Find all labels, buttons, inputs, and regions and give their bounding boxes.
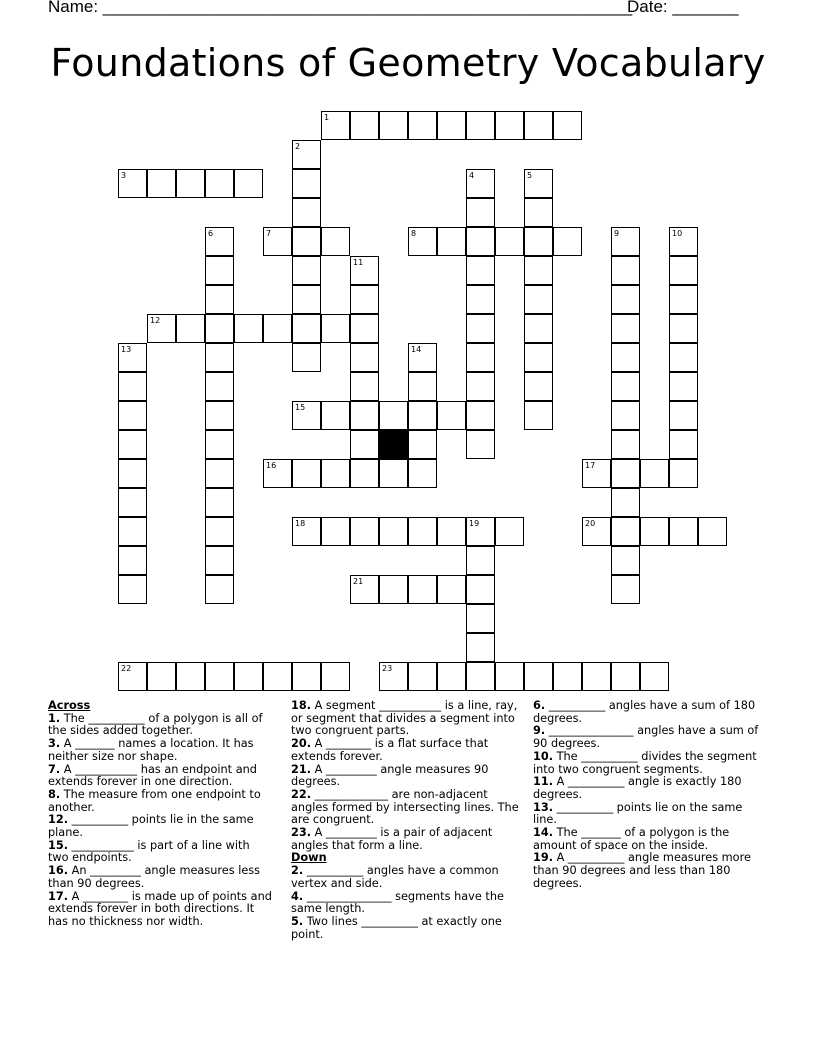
clue-number: 19 <box>469 519 480 528</box>
grid-cell[interactable] <box>466 662 495 691</box>
clue-column-1 <box>48 700 272 929</box>
grid-cell[interactable] <box>466 430 495 459</box>
clue-item-number: 23. <box>291 826 312 840</box>
clue-item-text: Two lines __________ at exactly one point. <box>291 914 502 941</box>
grid-cell[interactable] <box>698 517 727 546</box>
grid-cell[interactable] <box>495 517 524 546</box>
grid-cell[interactable] <box>321 227 350 256</box>
grid-cell[interactable] <box>321 662 350 691</box>
clue-item-text: __________ angles have a sum of 180 degrees. <box>533 699 756 725</box>
grid-cell[interactable] <box>466 343 495 372</box>
grid-cell[interactable] <box>147 314 176 343</box>
clue-item-text: A segment ___________ is a line, ray, or segment that divides a segment into two congruent parts. <box>291 699 518 738</box>
clue-item <box>291 789 521 827</box>
grid-cell[interactable] <box>292 314 321 343</box>
clue-item <box>48 738 272 763</box>
grid-cell[interactable] <box>524 285 553 314</box>
clue-number: 12 <box>150 316 161 325</box>
clue-item <box>48 865 272 890</box>
clue-number: 15 <box>295 403 306 412</box>
grid-cell[interactable] <box>176 662 205 691</box>
grid-cell[interactable] <box>669 459 698 488</box>
grid-cell[interactable] <box>408 401 437 430</box>
clue-item-number: 12. <box>48 813 69 827</box>
grid-cell[interactable] <box>466 285 495 314</box>
grid-cell[interactable] <box>292 662 321 691</box>
grid-cell[interactable] <box>524 662 553 691</box>
clue-item-text: A _________ is a pair of adjacent angles that form a line. <box>291 826 493 852</box>
grid-cell[interactable] <box>524 198 553 227</box>
grid-cell[interactable] <box>292 285 321 314</box>
clue-item <box>291 916 521 941</box>
clue-column-2 <box>291 700 521 941</box>
grid-cell[interactable] <box>524 111 553 140</box>
clue-section-heading: Down <box>291 851 327 865</box>
clue-item-number: 22. <box>291 787 312 801</box>
clue-item-number: 4. <box>291 889 304 903</box>
grid-cell[interactable] <box>321 111 350 140</box>
grid-cell[interactable] <box>205 430 234 459</box>
grid-cell[interactable] <box>669 285 698 314</box>
grid-cell[interactable] <box>379 517 408 546</box>
grid-cell[interactable] <box>205 169 234 198</box>
grid-cell[interactable] <box>176 169 205 198</box>
clue-item-text: A _________ angle measures 90 degrees. <box>291 762 489 789</box>
grid-cell[interactable] <box>118 488 147 517</box>
grid-cell[interactable] <box>147 169 176 198</box>
grid-cell[interactable] <box>466 227 495 256</box>
grid-cell[interactable] <box>437 111 466 140</box>
grid-cell[interactable] <box>524 314 553 343</box>
grid-cell[interactable] <box>669 430 698 459</box>
clue-number: 2 <box>295 142 301 151</box>
grid-cell[interactable] <box>669 517 698 546</box>
grid-cell[interactable] <box>292 517 321 546</box>
clue-number: 1 <box>324 113 330 122</box>
clue-item-number: 15. <box>48 838 69 852</box>
grid-cell[interactable] <box>466 401 495 430</box>
clue-number: 20 <box>585 519 596 528</box>
grid-cell[interactable] <box>553 662 582 691</box>
clue-number: 14 <box>411 345 422 354</box>
clue-item-text: A ___________ has an endpoint and extends forever in one direction. <box>48 762 257 789</box>
grid-cell[interactable] <box>669 256 698 285</box>
clue-item <box>291 865 521 890</box>
grid-cell[interactable] <box>350 517 379 546</box>
grid-cell[interactable] <box>118 343 147 372</box>
clue-item-text: The _______ of a polygon is the amount of space on the inside. <box>533 826 730 852</box>
clue-item <box>533 751 761 776</box>
grid-cell[interactable] <box>292 256 321 285</box>
clue-item <box>48 789 272 814</box>
grid-cell[interactable] <box>437 662 466 691</box>
clue-item-number: 19. <box>533 851 554 865</box>
clue-item-text: _____________ are non-adjacent angles formed by intersecting lines. The are congruent. <box>291 787 519 827</box>
grid-cell[interactable] <box>669 401 698 430</box>
clue-item-number: 8. <box>48 787 61 801</box>
grid-cell[interactable] <box>205 401 234 430</box>
clue-item <box>291 700 521 738</box>
grid-cell[interactable] <box>640 662 669 691</box>
clue-number: 22 <box>121 664 132 673</box>
page-title: Foundations of Geometry Vocabulary <box>50 41 766 85</box>
grid-cell[interactable] <box>379 459 408 488</box>
grid-cell[interactable] <box>495 111 524 140</box>
grid-cell[interactable] <box>437 227 466 256</box>
grid-cell[interactable] <box>524 343 553 372</box>
grid-cell[interactable] <box>350 430 379 459</box>
grid-cell[interactable] <box>292 140 321 169</box>
grid-cell[interactable] <box>611 401 640 430</box>
grid-cell[interactable] <box>466 111 495 140</box>
grid-cell[interactable] <box>205 546 234 575</box>
grid-cell[interactable] <box>408 372 437 401</box>
clue-item-text: An _________ angle measures less than 90 degrees. <box>48 864 261 890</box>
grid-cell[interactable] <box>379 575 408 604</box>
grid-cell[interactable] <box>669 314 698 343</box>
clue-number: 4 <box>469 171 475 180</box>
grid-cell[interactable] <box>118 372 147 401</box>
clue-number: 16 <box>266 461 277 470</box>
clue-column-3 <box>533 700 761 891</box>
grid-cell[interactable] <box>408 227 437 256</box>
clue-item-number: 21. <box>291 762 312 776</box>
grid-cell[interactable] <box>379 111 408 140</box>
clue-number: 11 <box>353 258 364 267</box>
clue-item <box>533 700 761 725</box>
grid-cell[interactable] <box>205 227 234 256</box>
clue-item-text: A __________ angle measures more than 90 degrees and less than 180 degrees. <box>533 851 751 890</box>
grid-cell[interactable] <box>408 343 437 372</box>
clue-item <box>291 738 521 763</box>
grid-cell[interactable] <box>611 372 640 401</box>
grid-cell[interactable] <box>350 111 379 140</box>
grid-cell[interactable] <box>408 575 437 604</box>
grid-cell[interactable] <box>408 662 437 691</box>
clue-item <box>291 827 521 852</box>
grid-cell[interactable] <box>466 575 495 604</box>
grid-cell[interactable] <box>582 459 611 488</box>
clue-item <box>48 891 272 929</box>
grid-cell[interactable] <box>669 372 698 401</box>
clue-item <box>48 840 272 865</box>
clue-item <box>48 764 272 789</box>
clue-item-text: A ________ is a flat surface that extends forever. <box>291 737 489 763</box>
clue-item-number: 2. <box>291 864 304 878</box>
grid-cell[interactable] <box>292 401 321 430</box>
grid-cell[interactable] <box>408 459 437 488</box>
grid-cell[interactable] <box>466 633 495 662</box>
clue-number: 9 <box>614 229 620 238</box>
grid-cell[interactable] <box>321 314 350 343</box>
grid-cell[interactable] <box>640 459 669 488</box>
grid-cell[interactable] <box>263 662 292 691</box>
grid-cell[interactable] <box>292 227 321 256</box>
grid-cell[interactable] <box>582 662 611 691</box>
clue-item-text: A _______ names a location. It has neither size nor shape. <box>48 737 254 763</box>
date-field: Date: _______ <box>627 0 739 16</box>
grid-cell[interactable] <box>640 517 669 546</box>
grid-cell[interactable] <box>350 343 379 372</box>
grid-cell[interactable] <box>263 459 292 488</box>
grid-cell[interactable] <box>263 314 292 343</box>
grid-cell[interactable] <box>292 198 321 227</box>
grid-cell[interactable] <box>118 517 147 546</box>
clue-item-number: 13. <box>533 800 554 814</box>
grid-cell[interactable] <box>350 401 379 430</box>
grid-cell[interactable] <box>205 256 234 285</box>
grid-cell[interactable] <box>466 604 495 633</box>
clue-item-number: 5. <box>291 914 304 928</box>
grid-cell[interactable] <box>205 662 234 691</box>
grid-cell[interactable] <box>611 575 640 604</box>
grid-cell[interactable] <box>118 575 147 604</box>
grid-cell[interactable] <box>350 459 379 488</box>
clue-item-number: 14. <box>533 826 554 840</box>
grid-cell[interactable] <box>321 401 350 430</box>
grid-cell[interactable] <box>524 169 553 198</box>
grid-cell[interactable] <box>234 169 263 198</box>
grid-cell[interactable] <box>118 546 147 575</box>
clue-item-text: A __________ angle is exactly 180 degrees. <box>533 775 742 801</box>
grid-cell[interactable] <box>437 517 466 546</box>
clue-item-number: 10. <box>533 749 554 763</box>
clue-number: 23 <box>382 664 393 673</box>
grid-cell[interactable] <box>379 662 408 691</box>
grid-cell[interactable] <box>408 517 437 546</box>
grid-cell[interactable] <box>118 662 147 691</box>
clue-number: 17 <box>585 461 596 470</box>
clue-item <box>533 802 761 827</box>
grid-cell[interactable] <box>205 488 234 517</box>
clue-item <box>48 713 272 738</box>
grid-cell[interactable] <box>669 227 698 256</box>
clue-number: 18 <box>295 519 306 528</box>
grid-cell[interactable] <box>466 546 495 575</box>
grid-cell[interactable] <box>466 169 495 198</box>
clue-number: 5 <box>527 171 533 180</box>
clue-item-number: 17. <box>48 889 69 903</box>
grid-cell[interactable] <box>437 401 466 430</box>
grid-cell[interactable] <box>408 430 437 459</box>
grid-cell[interactable] <box>553 111 582 140</box>
grid-cell[interactable] <box>350 575 379 604</box>
clue-item <box>533 776 761 801</box>
grid-cell[interactable] <box>611 343 640 372</box>
grid-cell[interactable] <box>524 372 553 401</box>
grid-cell[interactable] <box>205 372 234 401</box>
grid-cell[interactable] <box>118 401 147 430</box>
clue-item-text: _______________ angles have a sum of 90 degrees. <box>533 724 759 751</box>
grid-cell[interactable] <box>466 256 495 285</box>
clue-item <box>291 764 521 789</box>
clue-item-text: The __________ divides the segment into two congruent segments. <box>533 749 757 776</box>
grid-cell[interactable] <box>205 343 234 372</box>
clue-item-text: The __________ of a polygon is all of the sides added together. <box>48 711 263 738</box>
grid-cell[interactable] <box>292 343 321 372</box>
grid-cell[interactable] <box>205 314 234 343</box>
clue-item-text: A ________ is made up of points and extends forever in both directions. It has no thickness nor width. <box>48 889 272 928</box>
grid-cell[interactable] <box>205 285 234 314</box>
clue-item-number: 6. <box>533 699 546 712</box>
grid-cell[interactable] <box>524 401 553 430</box>
clue-number: 10 <box>672 229 683 238</box>
grid-cell[interactable] <box>611 662 640 691</box>
grid-cell[interactable] <box>466 314 495 343</box>
grid-cell[interactable] <box>611 517 640 546</box>
grid-cell[interactable] <box>263 227 292 256</box>
grid-cell[interactable] <box>292 169 321 198</box>
clue-item-text: The measure from one endpoint to another. <box>48 787 261 814</box>
grid-cell[interactable] <box>234 314 263 343</box>
clue-number: 21 <box>353 577 364 586</box>
grid-cell[interactable] <box>611 459 640 488</box>
clue-item-number: 16. <box>48 864 69 878</box>
grid-cell[interactable] <box>495 227 524 256</box>
grid-cell[interactable] <box>350 256 379 285</box>
clue-item-number: 11. <box>533 775 554 789</box>
grid-cell[interactable] <box>611 314 640 343</box>
clue-item <box>533 725 761 750</box>
grid-cell[interactable] <box>437 575 466 604</box>
grid-cell[interactable] <box>524 256 553 285</box>
clue-item-text: __________ points lie on the same line. <box>533 800 743 827</box>
grid-cell[interactable] <box>205 459 234 488</box>
clue-item-number: 9. <box>533 724 546 738</box>
clue-section-heading: Across <box>48 699 91 712</box>
grid-cell[interactable] <box>553 227 582 256</box>
clue-number: 3 <box>121 171 127 180</box>
grid-cell[interactable] <box>611 256 640 285</box>
grid-cell[interactable] <box>292 459 321 488</box>
grid-cell[interactable] <box>408 111 437 140</box>
clue-item <box>533 827 761 852</box>
clue-item-number: 1. <box>48 711 61 725</box>
grid-cell[interactable] <box>118 430 147 459</box>
grid-cell[interactable] <box>466 372 495 401</box>
grid-cell[interactable] <box>611 430 640 459</box>
clue-item-number: 7. <box>48 762 61 776</box>
clue-number: 7 <box>266 229 272 238</box>
grid-cell[interactable] <box>350 285 379 314</box>
grid-cell[interactable] <box>379 401 408 430</box>
clue-item-text: _______________ segments have the same length. <box>291 889 504 916</box>
grid-cell[interactable] <box>495 662 524 691</box>
grid-cell[interactable] <box>524 227 553 256</box>
clue-number: 6 <box>208 229 214 238</box>
grid-cell[interactable] <box>205 575 234 604</box>
grid-cell[interactable] <box>466 198 495 227</box>
clue-item-text: ___________ is part of a line with two endpoints. <box>48 838 250 865</box>
clue-item <box>291 891 521 916</box>
clue-item-text: __________ points lie in the same plane. <box>48 813 254 840</box>
grid-cell[interactable] <box>669 343 698 372</box>
grid-cell[interactable] <box>350 372 379 401</box>
grid-cell[interactable] <box>118 459 147 488</box>
grid-cell[interactable] <box>350 314 379 343</box>
grid-cell[interactable] <box>176 314 205 343</box>
name-field: Name: ________________________________________________________ <box>48 0 633 16</box>
clue-number: 13 <box>121 345 132 354</box>
clue-item-number: 18. <box>291 699 312 712</box>
grid-cell[interactable] <box>611 285 640 314</box>
grid-cell[interactable] <box>118 169 147 198</box>
clue-number: 8 <box>411 229 417 238</box>
grid-cell[interactable] <box>234 662 263 691</box>
grid-cell[interactable] <box>611 227 640 256</box>
grid-cell[interactable] <box>611 546 640 575</box>
clue-item <box>533 852 761 890</box>
black-cell <box>379 430 408 459</box>
grid-cell[interactable] <box>321 459 350 488</box>
clue-item <box>48 814 272 839</box>
grid-cell[interactable] <box>582 517 611 546</box>
clue-item-text: __________ angles have a common vertex and side. <box>291 864 499 890</box>
clue-item-number: 3. <box>48 737 61 751</box>
grid-cell[interactable] <box>611 488 640 517</box>
grid-cell[interactable] <box>205 517 234 546</box>
clue-item-number: 20. <box>291 737 312 751</box>
grid-cell[interactable] <box>321 517 350 546</box>
grid-cell[interactable] <box>466 517 495 546</box>
grid-cell[interactable] <box>147 662 176 691</box>
